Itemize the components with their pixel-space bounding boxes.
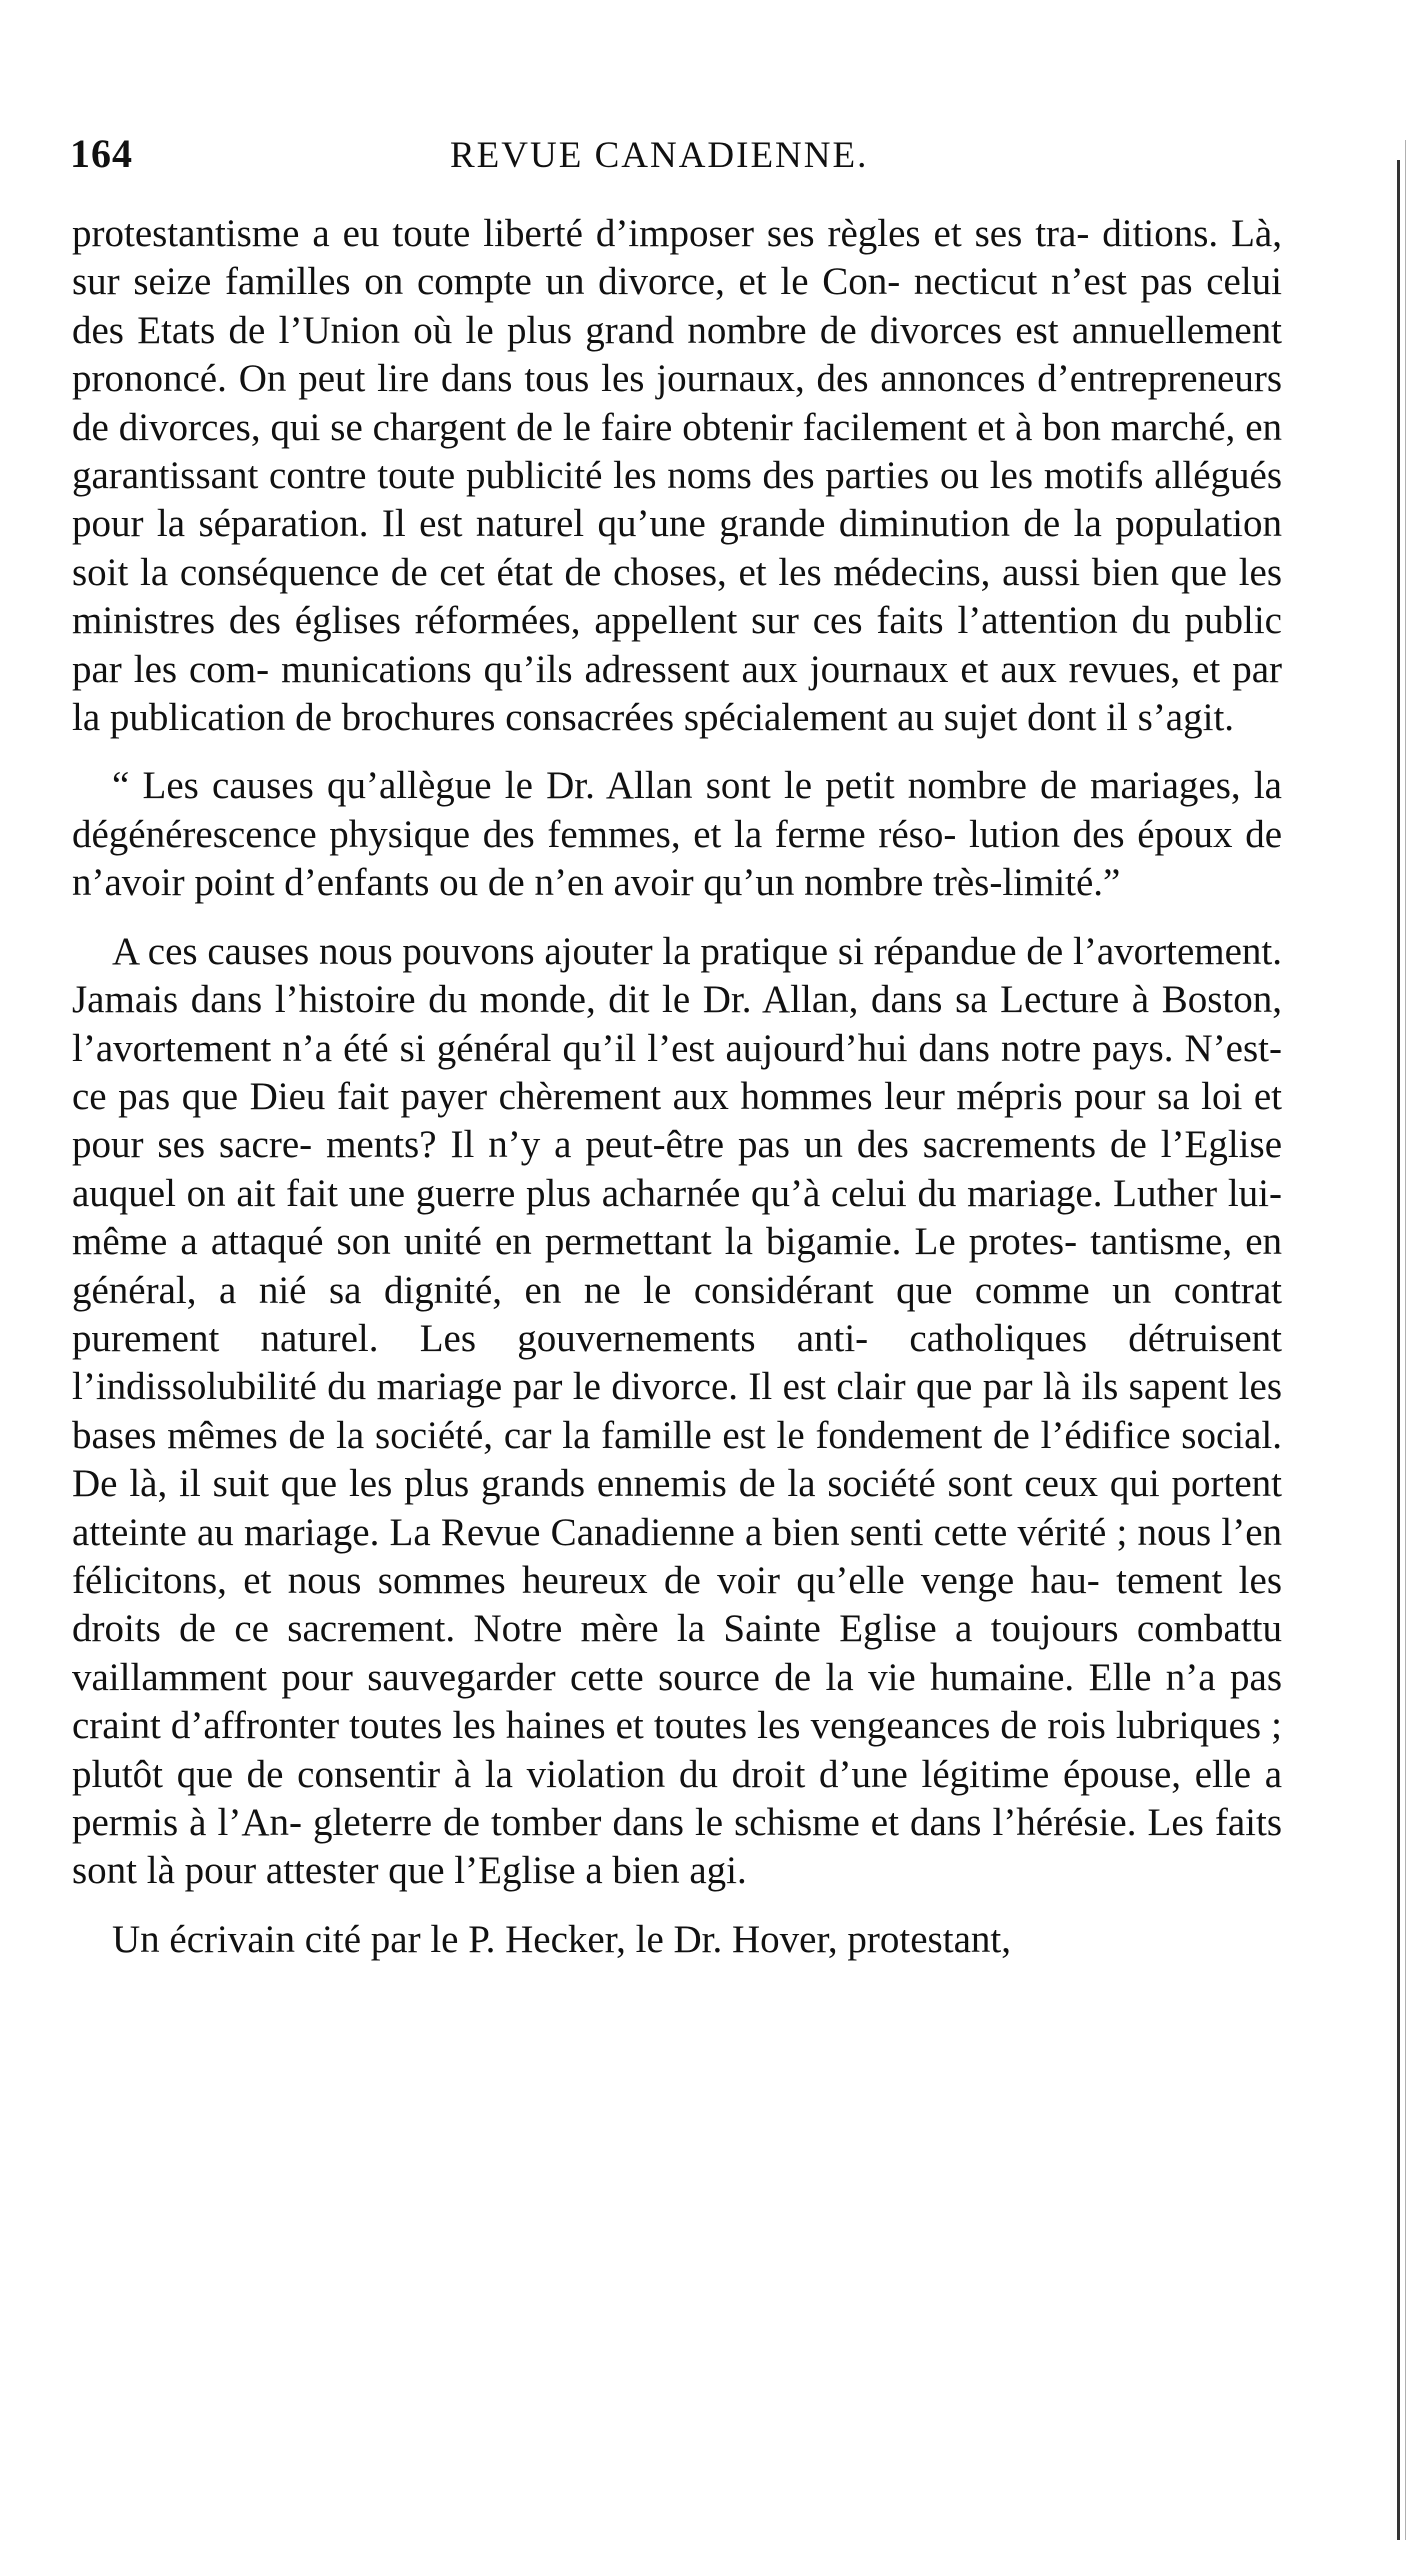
text-line: “ Les causes qu’allègue le Dr. Allan sont le petit nombre de: [112, 764, 1077, 808]
text-line: protestantisme a eu toute liberté d’imposer ses règles et ses tra-: [72, 212, 1090, 255]
text-line: plus grands ennemis de la société sont ceux qui portent atteinte: [72, 1462, 1282, 1554]
text-line: se chargent de le faire obtenir facilement et à bon marché, en: [330, 405, 1283, 449]
text-line: au mariage. La Revue Canadienne a bien senti cette vérité ; nous: [196, 1510, 1212, 1554]
paragraph-2-quotation: [72, 762, 1282, 907]
text-line: tantisme, en général, a nié sa dignité, en ne le considérant que: [72, 1220, 1283, 1312]
page-edge-shadow: [1405, 140, 1406, 2540]
text-line: la vie humaine. Elle n’a pas craint d’affronter toutes les haines et: [72, 1655, 1283, 1748]
text-line: diminution de la population soit la conséquence de cet état de: [72, 502, 1283, 594]
text-line: A ces causes nous pouvons ajouter la pratique si répandue de: [112, 929, 1064, 973]
text-line: ments? Il n’y a peut-être pas un des sacrements de l’Eglise auquel: [72, 1123, 1283, 1215]
paragraph-3: [72, 928, 1282, 1896]
text-line: choses, et les médecins, aussi bien que les ministres des églises: [72, 550, 1283, 643]
text-line: Il est clair que par là ils sapent les bases mêmes de la société, car: [72, 1365, 1283, 1457]
paragraph-4: [72, 1916, 1282, 1964]
text-line: sont là pour attester que l’Eglise a bien agi.: [72, 1849, 747, 1893]
text-line: dans sa Lecture à Boston, l’avortement n’a été si général qu’il l’est: [72, 978, 1282, 1070]
body-text: [72, 210, 1282, 1964]
text-line: la violation du droit d’une légitime épouse, elle a permis à l’An-: [72, 1752, 1282, 1844]
text-line: necticut n’est pas celui des Etats de l’Union où le plus grand: [72, 260, 1283, 352]
text-line: publication de brochures consacrées spécialement au sujet dont il: [109, 696, 1128, 740]
text-line: motifs allégués pour la séparation. Il est naturel qu’une grande: [72, 454, 1283, 546]
text-line: toutes les vengeances de rois lubriques ; plutôt que de consentir à: [72, 1704, 1283, 1796]
text-line: nombre de divorces est annuellement prononcé. On peut lire dans: [72, 308, 1283, 401]
text-line: mariages, la dégénérescence physique des femmes, et la ferme réso-: [72, 764, 1282, 856]
page-header: [70, 130, 1280, 190]
text-line: tement les droits de ce sacrement. Notre mère la Sainte Eglise a: [72, 1558, 1282, 1651]
page-number: 164: [70, 131, 133, 176]
text-line: nombre très-limité.”: [804, 861, 1121, 905]
text-line: catholiques détruisent l’indissolubilité du mariage par le divorce.: [72, 1316, 1283, 1409]
text-line: Un écrivain cité par le P. Hecker, le Dr. Hover, protestant,: [112, 1917, 1011, 1961]
text-line: comme un contrat purement naturel. Les gouvernements anti-: [72, 1268, 1283, 1360]
text-line: garantissant contre toute publicité les noms des parties ou les: [72, 454, 1034, 498]
text-line: chèrement aux hommes leur mépris pour sa loi et pour ses sacre-: [72, 1074, 1283, 1167]
text-line: l’en félicitons, et nous sommes heureux de voir qu’elle venge hau-: [72, 1510, 1283, 1602]
text-line: réformées, appellent sur ces faits l’attention du public par les com-: [72, 599, 1282, 691]
text-line: lui-même a attaqué son unité en permettant la bigamie. Le protes-: [72, 1171, 1283, 1264]
text-line: s’agit.: [1137, 696, 1235, 740]
text-line: ditions. Là, sur seize familles on compte un divorce, et le Con-: [72, 212, 1282, 304]
text-line: gleterre de tomber dans le schisme et dans l’hérésie. Les faits: [313, 1801, 1282, 1844]
text-line: lution des époux de n’avoir point d’enfants ou de n’en avoir qu’un: [72, 812, 1283, 905]
text-line: on ait fait une guerre plus acharnée qu’à celui du mariage. Luther: [186, 1171, 1218, 1215]
text-line: la famille est le fondement de l’édifice social. De là, il suit que les: [72, 1413, 1283, 1506]
text-line: toujours combattu vaillamment pour sauvegarder cette source de: [72, 1607, 1282, 1699]
text-line: tous les journaux, des annonces d’entrepreneurs de divorces, qui: [72, 357, 1283, 449]
running-title: REVUE CANADIENNE.: [450, 135, 869, 176]
page-edge-line: [1397, 160, 1400, 2540]
text-line: munications qu’ils adressent aux journaux et aux revues, et par la: [72, 647, 1283, 740]
paragraph-1: [72, 210, 1282, 742]
text-line: l’avortement. Jamais dans l’histoire du monde, dit le Dr. Allan,: [72, 929, 1282, 1022]
text-line: aujourd’hui dans notre pays. N’est-ce pas que Dieu fait payer: [72, 1026, 1282, 1118]
